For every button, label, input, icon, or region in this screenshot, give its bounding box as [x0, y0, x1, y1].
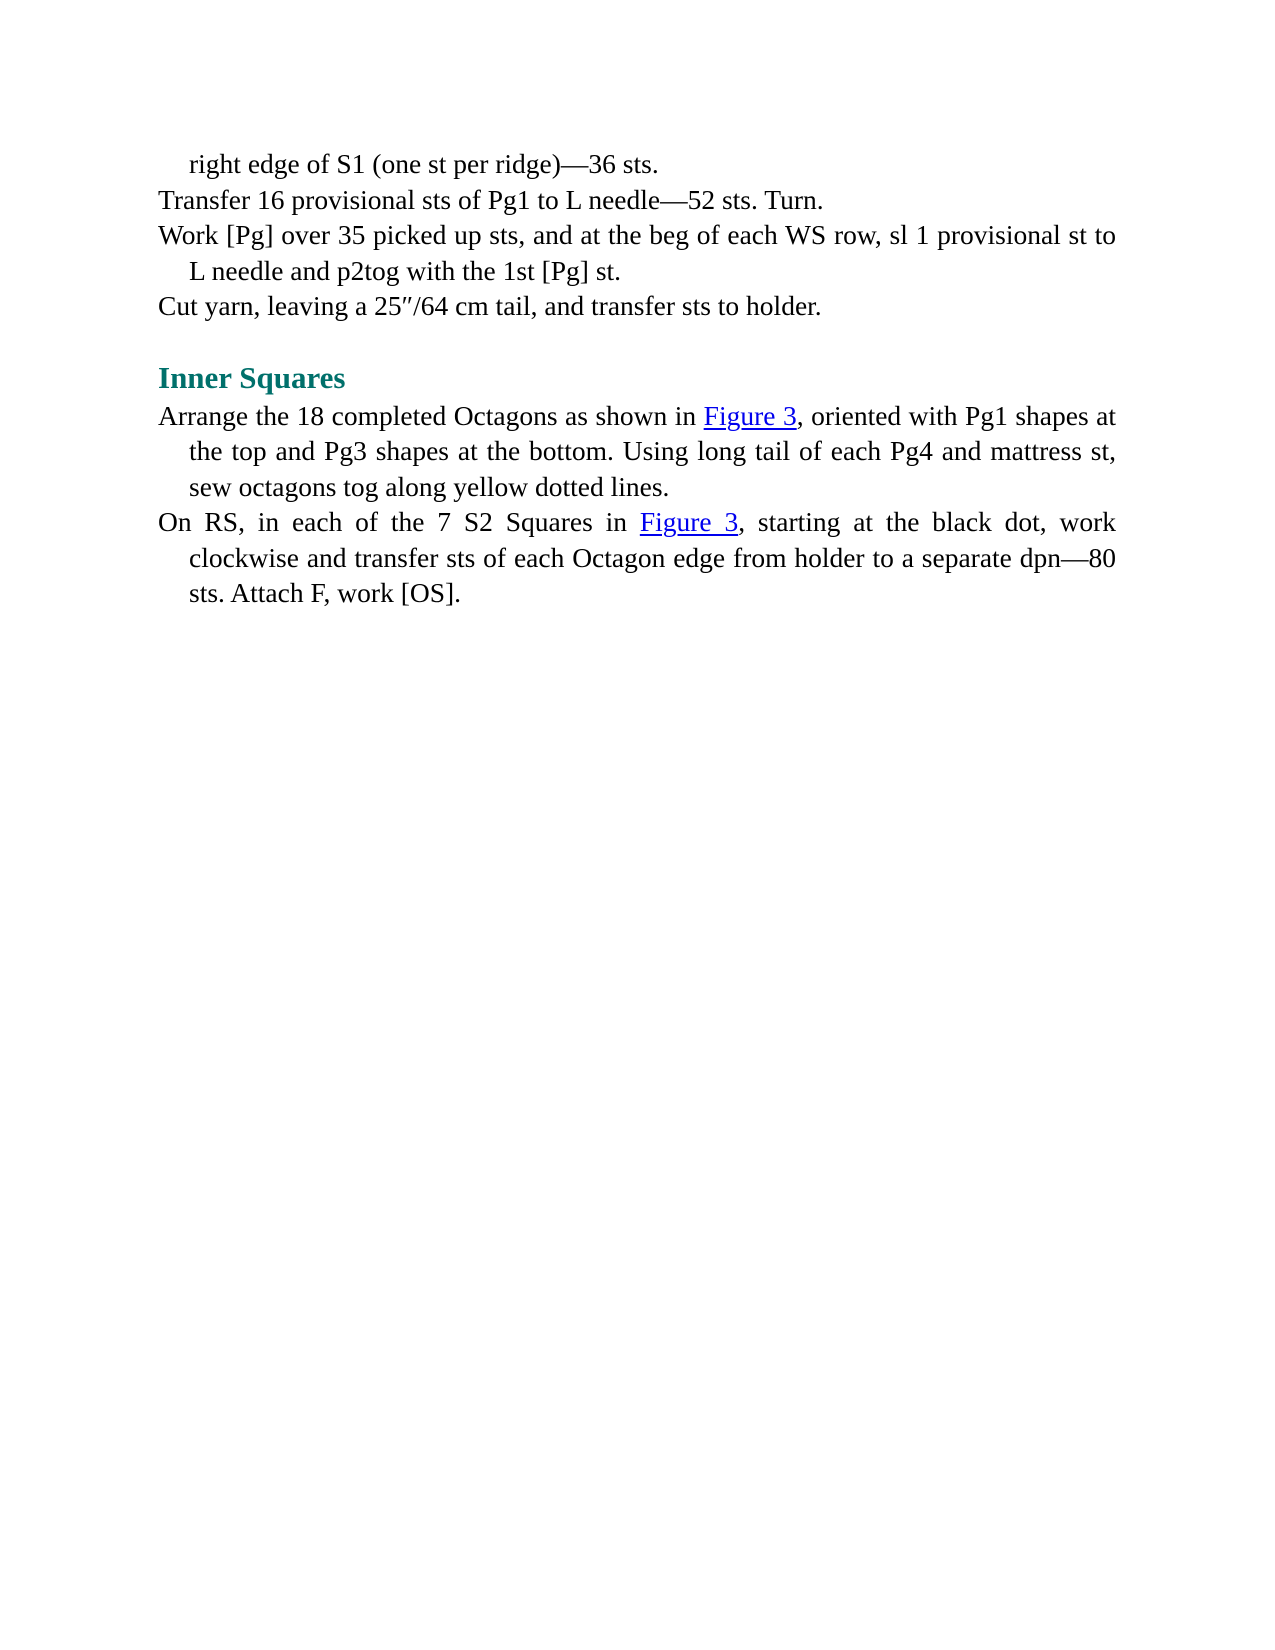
text-span: , oriented with Pg1 shapes at the top and Pg3 shapes at the bottom. Using long tail of each Pg4 and mattress st, sew octagons tog along yellow dotted lines. — [189, 399, 1116, 502]
continued-paragraph: right edge of S1 (one st per ridge)—36 sts. — [189, 148, 659, 179]
paragraph-transfer-provisional: Transfer 16 provisional sts of Pg1 to L needle—52 sts. Turn. — [158, 183, 824, 215]
paragraph-on-rs — [158, 504, 1116, 611]
text-span: On RS, in each of the 7 S2 Squares in — [158, 506, 640, 537]
document-page — [158, 146, 1116, 611]
paragraph-arrange-octagons — [158, 398, 1116, 505]
text-span: , starting at the black dot, work clockwise and transfer sts of each Octagon edge from holder to a separate dpn—80 sts. Attach F, work [OS]. — [189, 506, 1116, 608]
text-span: Arrange the 18 completed Octagons as shown in — [158, 399, 704, 431]
paragraph-cut-yarn: Cut yarn, leaving a 25″/64 cm tail, and transfer sts to holder. — [158, 290, 822, 321]
figure-3-link[interactable]: Figure 3 — [703, 399, 797, 431]
figure-3-link[interactable]: Figure 3 — [639, 506, 739, 537]
paragraph-work-pg: Work [Pg] over 35 picked up sts, and at the beg of each WS row, sl 1 provisional st to L needle and p2tog with the 1st [Pg] st. — [158, 219, 1116, 286]
section-heading-inner-squares: Inner Squares — [158, 359, 346, 395]
